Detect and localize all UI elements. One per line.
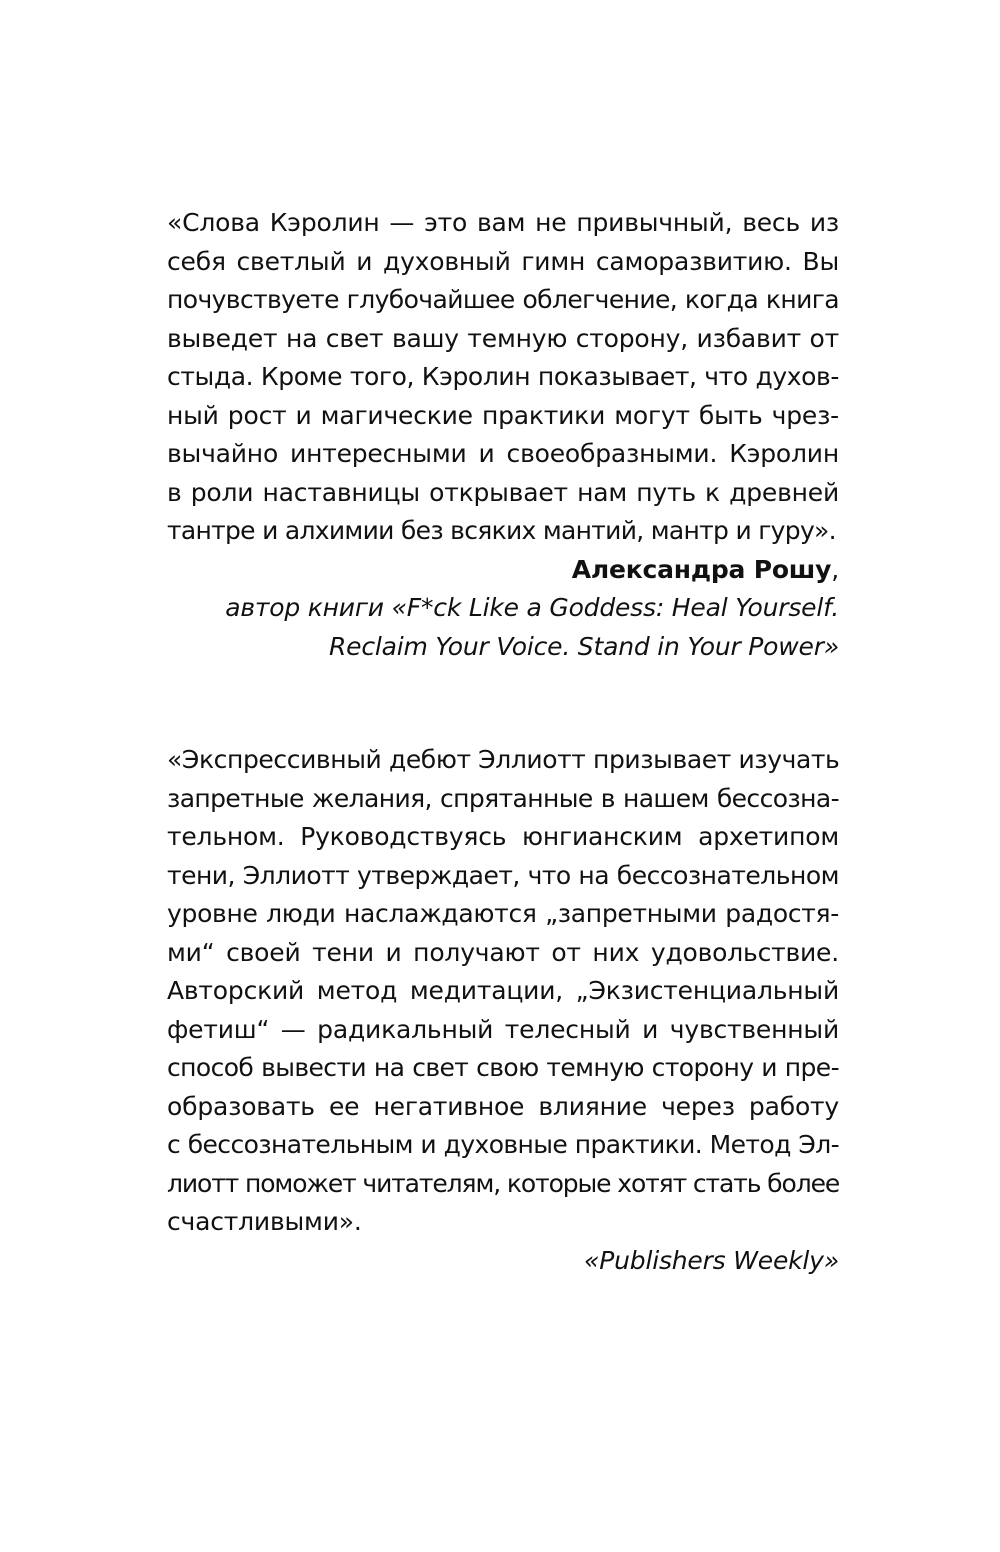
quote-line: почувствуете глубочайшее облегчение, когда книга [167, 285, 839, 314]
quote-line: с бессознательным и духовные практики. Метод Эл- [167, 1130, 839, 1159]
quote-line: тантре и алхимии без всяких мантий, мантр и гуру». [167, 516, 836, 545]
quote-line: уровне люди наслаждаются „запретными радостя- [167, 899, 839, 928]
quote-line: тени, Эллиотт утверждает, что на бессознательном [167, 860, 839, 890]
quote-line: фетиш“ — радикальный телесный и чувственный [167, 1014, 839, 1044]
quote-line: стыда. Кроме того, Кэролин показывает, что духов- [167, 362, 839, 391]
quote-line: способ вывести на свет свою темную сторону и пре- [167, 1053, 839, 1082]
quote-line: ный рост и магические практики могут быть чрез- [167, 400, 839, 430]
quote-line: «Экспрессивный дебют Эллиотт призывает изучать [167, 745, 840, 774]
quote-line: себя светлый и духовный гимн саморазвитию. Вы [167, 246, 839, 276]
quote-line: выведет на свет вашу темную сторону, избавит от [167, 323, 839, 353]
review-quote-2 [167, 741, 839, 1280]
review-quote-1 [167, 204, 839, 666]
author-credit-line: Reclaim Your Voice. Stand in Your Power» [329, 631, 839, 661]
quote-line: Авторский метод медитации, „Экзистенциальный [167, 976, 839, 1005]
author-credit-line: автор книги «F*ck Like a Goddess: Heal Yourself. [225, 593, 839, 622]
quote-line: вычайно интересными и своеобразными. Кэролин [167, 439, 839, 468]
quote-line: тельном. Руководствуясь юнгианским архетипом [167, 822, 839, 851]
quote-line: запретные желания, спрятанные в нашем бессозна- [167, 783, 839, 813]
author-suffix: , [831, 554, 839, 584]
quote-source: «Publishers Weekly» [584, 1245, 839, 1275]
quote-line: ми“ своей тени и получают от них удовольствие. [167, 937, 839, 967]
quote-line: в роли наставницы открывает нам путь к древней [167, 477, 839, 507]
quote-line: счастливыми». [167, 1207, 362, 1236]
quote-line: лиотт поможет читателям, которые хотят стать более [167, 1168, 840, 1198]
quote-line: «Слова Кэролин — это вам не привычный, весь из [167, 208, 839, 237]
quote-attribution [167, 551, 839, 590]
author-name: Александра Рошу [571, 554, 832, 584]
quote-line: образовать ее негативное влияние через работу [167, 1091, 839, 1121]
